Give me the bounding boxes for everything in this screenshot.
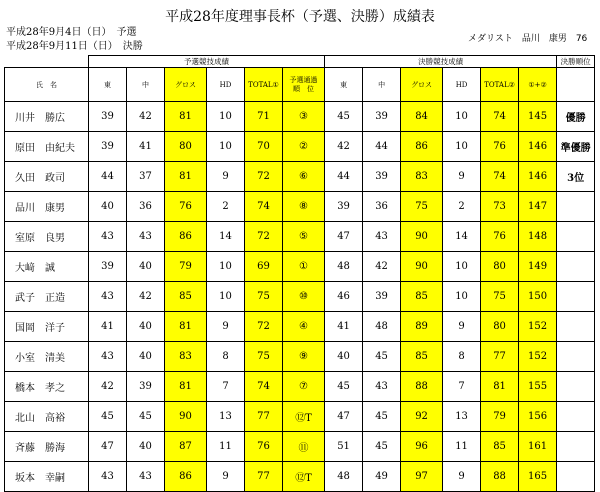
- cell-f-total: 74: [481, 162, 519, 192]
- cell-result: [557, 432, 595, 462]
- cell-p-gross: 80: [165, 132, 207, 162]
- cell-p-gross: 81: [165, 102, 207, 132]
- cell-p-rank: ④: [283, 312, 325, 342]
- cell-result: 準優勝: [557, 132, 595, 162]
- cell-f-gross: 89: [401, 312, 443, 342]
- cell-f-hd: 10: [443, 282, 481, 312]
- cell-p-gross: 81: [165, 372, 207, 402]
- cell-f-hd: 10: [443, 252, 481, 282]
- cell-sum: 149: [519, 252, 557, 282]
- cell-sum: 150: [519, 282, 557, 312]
- col-header-f-total: TOTAL②: [481, 68, 519, 102]
- cell-p-out: 39: [89, 132, 127, 162]
- cell-f-in: 39: [363, 162, 401, 192]
- table-row: [5, 192, 595, 222]
- cell-f-total: 85: [481, 432, 519, 462]
- cell-f-gross: 97: [401, 462, 443, 492]
- cell-p-total: 76: [245, 432, 283, 462]
- cell-f-out: 45: [325, 102, 363, 132]
- column-header-row: [5, 68, 595, 102]
- cell-f-gross: 88: [401, 372, 443, 402]
- cell-result: 優勝: [557, 102, 595, 132]
- cell-name: 北山 高裕: [5, 402, 89, 432]
- cell-f-gross: 92: [401, 402, 443, 432]
- cell-f-in: 48: [363, 312, 401, 342]
- cell-p-hd: 13: [207, 402, 245, 432]
- cell-p-gross: 90: [165, 402, 207, 432]
- cell-result: [557, 402, 595, 432]
- cell-f-in: 45: [363, 342, 401, 372]
- group-header-rank: 決勝順位: [557, 56, 595, 68]
- cell-p-total: 71: [245, 102, 283, 132]
- cell-f-out: 47: [325, 402, 363, 432]
- cell-result: [557, 192, 595, 222]
- cell-p-total: 74: [245, 192, 283, 222]
- cell-p-in: 39: [127, 372, 165, 402]
- cell-p-in: 40: [127, 432, 165, 462]
- cell-p-out: 45: [89, 402, 127, 432]
- cell-f-gross: 96: [401, 432, 443, 462]
- cell-result: [557, 222, 595, 252]
- cell-p-rank: ⑨: [283, 342, 325, 372]
- cell-f-gross: 90: [401, 252, 443, 282]
- cell-sum: 146: [519, 132, 557, 162]
- cell-f-in: 39: [363, 102, 401, 132]
- cell-p-gross: 86: [165, 462, 207, 492]
- cell-f-total: 76: [481, 222, 519, 252]
- cell-p-in: 45: [127, 402, 165, 432]
- cell-f-out: 48: [325, 252, 363, 282]
- document-title: 平成28年度理事長杯（予選、決勝）成績表: [165, 9, 435, 25]
- cell-p-in: 40: [127, 252, 165, 282]
- cell-p-in: 36: [127, 192, 165, 222]
- col-header-f-in: 中: [363, 68, 401, 102]
- cell-f-hd: 9: [443, 312, 481, 342]
- cell-f-in: 43: [363, 222, 401, 252]
- cell-result: [557, 342, 595, 372]
- cell-f-in: 49: [363, 462, 401, 492]
- cell-p-out: 39: [89, 102, 127, 132]
- cell-f-hd: 10: [443, 132, 481, 162]
- cell-p-hd: 14: [207, 222, 245, 252]
- cell-f-out: 39: [325, 192, 363, 222]
- medalist-note: メダリスト 品川 康男 76: [468, 34, 588, 44]
- cell-f-hd: 14: [443, 222, 481, 252]
- cell-f-total: 80: [481, 252, 519, 282]
- cell-f-out: 47: [325, 222, 363, 252]
- cell-sum: 161: [519, 432, 557, 462]
- cell-f-gross: 85: [401, 282, 443, 312]
- cell-f-total: 81: [481, 372, 519, 402]
- cell-p-rank: ⑪: [283, 432, 325, 462]
- cell-p-total: 75: [245, 342, 283, 372]
- cell-f-total: 75: [481, 282, 519, 312]
- cell-name: 斉藤 勝海: [5, 432, 89, 462]
- cell-p-gross: 81: [165, 162, 207, 192]
- cell-p-rank: ⑫T: [283, 462, 325, 492]
- cell-f-in: 39: [363, 282, 401, 312]
- cell-p-in: 42: [127, 102, 165, 132]
- cell-f-in: 44: [363, 132, 401, 162]
- cell-p-hd: 9: [207, 162, 245, 192]
- cell-f-out: 46: [325, 282, 363, 312]
- cell-p-out: 43: [89, 342, 127, 372]
- cell-p-in: 42: [127, 282, 165, 312]
- cell-result: [557, 312, 595, 342]
- cell-p-out: 47: [89, 432, 127, 462]
- cell-sum: 148: [519, 222, 557, 252]
- cell-f-hd: 2: [443, 192, 481, 222]
- col-header-p-hd: HD: [207, 68, 245, 102]
- table-row: [5, 282, 595, 312]
- cell-p-hd: 8: [207, 342, 245, 372]
- cell-p-out: 43: [89, 282, 127, 312]
- cell-f-hd: 8: [443, 342, 481, 372]
- col-header-p-in: 中: [127, 68, 165, 102]
- table-row: [5, 462, 595, 492]
- cell-sum: 146: [519, 162, 557, 192]
- cell-sum: 152: [519, 342, 557, 372]
- cell-f-out: 45: [325, 372, 363, 402]
- cell-sum: 156: [519, 402, 557, 432]
- cell-p-total: 70: [245, 132, 283, 162]
- cell-p-gross: 83: [165, 342, 207, 372]
- cell-p-gross: 81: [165, 312, 207, 342]
- col-header-result: [557, 68, 595, 102]
- cell-f-gross: 83: [401, 162, 443, 192]
- cell-f-in: 45: [363, 402, 401, 432]
- cell-p-out: 41: [89, 312, 127, 342]
- table-row: [5, 252, 595, 282]
- cell-p-hd: 10: [207, 282, 245, 312]
- cell-f-hd: 10: [443, 102, 481, 132]
- cell-f-in: 36: [363, 192, 401, 222]
- col-header-name: 氏 名: [5, 68, 89, 102]
- group-header-row: [5, 56, 595, 68]
- cell-f-gross: 84: [401, 102, 443, 132]
- cell-result: 3位: [557, 162, 595, 192]
- table-row: [5, 102, 595, 132]
- cell-f-hd: 9: [443, 162, 481, 192]
- cell-p-hd: 10: [207, 102, 245, 132]
- cell-p-hd: 9: [207, 312, 245, 342]
- cell-p-in: 43: [127, 462, 165, 492]
- cell-f-hd: 7: [443, 372, 481, 402]
- cell-p-total: 77: [245, 402, 283, 432]
- cell-f-total: 88: [481, 462, 519, 492]
- cell-name: 武子 正造: [5, 282, 89, 312]
- cell-p-rank: ⑥: [283, 162, 325, 192]
- cell-p-rank: ⑤: [283, 222, 325, 252]
- cell-sum: 152: [519, 312, 557, 342]
- col-header-p-total: TOTAL①: [245, 68, 283, 102]
- col-header-p-gross: グロス: [165, 68, 207, 102]
- cell-f-total: 73: [481, 192, 519, 222]
- cell-name: 川井 勝広: [5, 102, 89, 132]
- table-row: [5, 162, 595, 192]
- cell-f-out: 41: [325, 312, 363, 342]
- cell-p-in: 41: [127, 132, 165, 162]
- group-header-final: 決勝競技成績: [325, 56, 557, 68]
- cell-p-rank: ⑦: [283, 372, 325, 402]
- table-row: [5, 132, 595, 162]
- cell-name: 室原 良男: [5, 222, 89, 252]
- cell-f-hd: 9: [443, 462, 481, 492]
- date-line-prelim: 平成28年9月4日（日） 予選: [6, 27, 137, 38]
- table-row: [5, 432, 595, 462]
- col-header-p-out: 東: [89, 68, 127, 102]
- table-row: [5, 222, 595, 252]
- col-header-f-hd: HD: [443, 68, 481, 102]
- cell-f-in: 42: [363, 252, 401, 282]
- cell-p-total: 72: [245, 312, 283, 342]
- cell-f-total: 76: [481, 132, 519, 162]
- cell-f-gross: 90: [401, 222, 443, 252]
- table-row: [5, 402, 595, 432]
- cell-name: 坂本 幸嗣: [5, 462, 89, 492]
- cell-p-hd: 2: [207, 192, 245, 222]
- cell-f-in: 45: [363, 432, 401, 462]
- cell-result: [557, 462, 595, 492]
- cell-f-hd: 11: [443, 432, 481, 462]
- group-header-blank: [5, 56, 89, 68]
- cell-sum: 145: [519, 102, 557, 132]
- cell-p-in: 40: [127, 342, 165, 372]
- col-header-f-gross: グロス: [401, 68, 443, 102]
- cell-p-gross: 76: [165, 192, 207, 222]
- cell-f-total: 74: [481, 102, 519, 132]
- cell-p-hd: 9: [207, 462, 245, 492]
- cell-p-total: 72: [245, 162, 283, 192]
- cell-name: 品川 康男: [5, 192, 89, 222]
- cell-p-in: 43: [127, 222, 165, 252]
- cell-result: [557, 282, 595, 312]
- cell-f-out: 42: [325, 132, 363, 162]
- cell-p-rank: ①: [283, 252, 325, 282]
- cell-f-total: 77: [481, 342, 519, 372]
- cell-name: 小室 清美: [5, 342, 89, 372]
- cell-f-total: 79: [481, 402, 519, 432]
- table-row: [5, 312, 595, 342]
- col-header-f-sum: ①+②: [519, 68, 557, 102]
- col-header-p-pass-rank-text: 予選通過順 位: [289, 75, 318, 93]
- cell-p-rank: ③: [283, 102, 325, 132]
- col-header-f-out: 東: [325, 68, 363, 102]
- cell-p-gross: 86: [165, 222, 207, 252]
- cell-p-rank: ⑫T: [283, 402, 325, 432]
- cell-sum: 155: [519, 372, 557, 402]
- cell-p-hd: 11: [207, 432, 245, 462]
- cell-p-out: 40: [89, 192, 127, 222]
- cell-f-gross: 85: [401, 342, 443, 372]
- cell-p-gross: 85: [165, 282, 207, 312]
- results-table: [4, 55, 595, 492]
- cell-name: 久田 政司: [5, 162, 89, 192]
- cell-result: [557, 252, 595, 282]
- cell-f-out: 44: [325, 162, 363, 192]
- cell-p-gross: 87: [165, 432, 207, 462]
- cell-p-out: 44: [89, 162, 127, 192]
- cell-p-out: 42: [89, 372, 127, 402]
- cell-p-total: 77: [245, 462, 283, 492]
- cell-p-rank: ②: [283, 132, 325, 162]
- cell-p-total: 74: [245, 372, 283, 402]
- group-header-prelim: 予選競技成績: [89, 56, 325, 68]
- cell-p-hd: 10: [207, 132, 245, 162]
- cell-name: 国岡 洋子: [5, 312, 89, 342]
- cell-name: 原田 由紀夫: [5, 132, 89, 162]
- cell-f-gross: 75: [401, 192, 443, 222]
- cell-f-out: 51: [325, 432, 363, 462]
- col-header-p-pass-rank: [283, 68, 325, 102]
- cell-f-in: 43: [363, 372, 401, 402]
- cell-name: 橋本 孝之: [5, 372, 89, 402]
- cell-result: [557, 372, 595, 402]
- cell-p-rank: ⑩: [283, 282, 325, 312]
- cell-f-out: 48: [325, 462, 363, 492]
- date-lines: [6, 26, 143, 54]
- cell-p-total: 75: [245, 282, 283, 312]
- cell-f-hd: 13: [443, 402, 481, 432]
- cell-p-out: 39: [89, 252, 127, 282]
- cell-f-gross: 86: [401, 132, 443, 162]
- cell-p-in: 37: [127, 162, 165, 192]
- cell-sum: 147: [519, 192, 557, 222]
- date-line-final: 平成28年9月11日（日） 決勝: [6, 41, 143, 52]
- table-row: [5, 342, 595, 372]
- cell-p-out: 43: [89, 462, 127, 492]
- cell-name: 大﨑 誠: [5, 252, 89, 282]
- cell-p-in: 40: [127, 312, 165, 342]
- cell-f-total: 80: [481, 312, 519, 342]
- cell-p-hd: 10: [207, 252, 245, 282]
- cell-p-gross: 79: [165, 252, 207, 282]
- cell-p-rank: ⑧: [283, 192, 325, 222]
- cell-p-hd: 7: [207, 372, 245, 402]
- cell-sum: 165: [519, 462, 557, 492]
- cell-f-out: 40: [325, 342, 363, 372]
- cell-p-total: 69: [245, 252, 283, 282]
- cell-p-out: 43: [89, 222, 127, 252]
- cell-p-total: 72: [245, 222, 283, 252]
- table-row: [5, 372, 595, 402]
